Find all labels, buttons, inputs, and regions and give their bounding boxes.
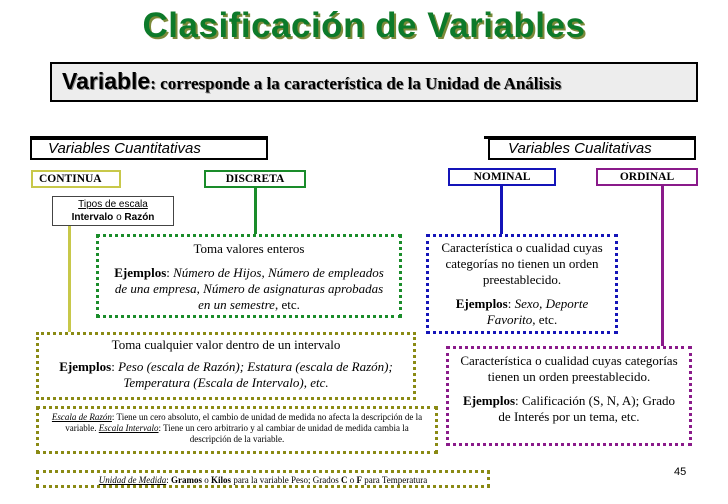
definition-word: Variable: [62, 68, 151, 94]
units-gramos: Gramos: [171, 475, 203, 485]
definition-box: [50, 62, 698, 102]
units-o2: o: [349, 475, 355, 485]
discreta-examples-text: Número de Hijos, Número de empleados de una empresa, Número de asignaturas aprobadas en un semestre: [114, 265, 384, 312]
scale-ratio: Razón: [124, 212, 155, 223]
units-label: Unidad de Medida: [98, 475, 167, 485]
razon-label: Escala de Razón: [51, 412, 112, 422]
nominal-line: [500, 186, 503, 236]
discreta-line: [254, 188, 257, 236]
page-title: Clasificación de Variables: [142, 6, 586, 45]
nominal-label: NOMINAL: [448, 168, 556, 186]
continua-line: [68, 222, 71, 334]
continua-examples-label: Ejemplos: [59, 359, 112, 374]
units-f: F: [356, 475, 363, 485]
scale-or: o: [116, 212, 122, 223]
continua-examples-text: Peso (escala de Razón); Estatura (escala de Razón); Temperatura (Escala de Intervalo), etc.: [118, 359, 393, 390]
units-end: para Temperatura: [364, 475, 428, 485]
ordinal-label: ORDINAL: [596, 168, 698, 186]
discreta-label: DISCRETA: [204, 170, 306, 188]
nominal-examples-tail: , etc.: [532, 312, 558, 327]
scales-box: [52, 196, 174, 226]
nominal-examples-text: Sexo, Deporte Favorito: [486, 296, 589, 327]
ordinal-desc: Característica o cualidad cuyas categorías tienen un orden preestablecido.: [460, 353, 678, 384]
quantitative-title: Variables Cuantitativas: [30, 138, 268, 160]
units-note-box: [36, 470, 490, 488]
units-o1: o: [204, 475, 209, 485]
nominal-desc: Característica o cualidad cuyas categorías no tienen un orden preestablecido.: [441, 240, 603, 287]
ordinal-line: [661, 186, 664, 348]
ordinal-box: [446, 346, 692, 446]
razon-text: : Tiene un cero absoluto, el cambio de unidad de medida no afecta la descripción de la variable.: [65, 412, 423, 433]
scales-note-box: [36, 406, 438, 454]
intervalo-label: Escala Intervalo: [98, 423, 159, 433]
discreta-box: Toma valores enteros Ejemplos: Número de Hijos, Número de empleados de una empresa, Número de asignaturas aprobadas en un semestre, etc.: [96, 234, 402, 318]
discreta-desc: Toma valores enteros: [193, 241, 305, 256]
discreta-examples-tail: , etc.: [274, 297, 300, 312]
units-sep: :: [166, 475, 169, 485]
continua-box: Toma cualquier valor dentro de un intervalo Ejemplos: Peso (escala de Razón); Estatura (escala de Razón); Temperatura (Escala de Intervalo), etc.: [36, 332, 416, 400]
qualitative-title: Variables Cualitativas: [488, 138, 696, 160]
continua-label: CONTINUA: [31, 170, 121, 188]
units-mid: para la variable Peso; Grados: [233, 475, 339, 485]
intervalo-text: : Tiene un cero arbitrario y al cambiar de unidad de medida cambia la descripción de la variable.: [158, 423, 409, 444]
page-number: 45: [674, 466, 687, 478]
nominal-box: Característica o cualidad cuyas categorías no tienen un orden preestablecido. Ejemplos: Sexo, Deporte Favorito, etc.: [426, 234, 618, 334]
definition-text: : corresponde a la característica de la Unidad de Análisis: [150, 74, 562, 93]
scales-label: Tipos de escala: [78, 199, 148, 210]
ordinal-examples-text: : Calificación (S, N, A); Grado de Interés por un tema, etc.: [498, 393, 675, 424]
ordinal-examples-label: Ejemplos: [463, 393, 516, 408]
units-kilos: Kilos: [211, 475, 232, 485]
scale-interval: Intervalo: [71, 212, 114, 223]
continua-desc: Toma cualquier valor dentro de un intervalo: [111, 337, 341, 352]
units-c: C: [341, 475, 348, 485]
nominal-examples-label: Ejemplos: [455, 296, 508, 311]
discreta-examples-label: Ejemplos: [114, 265, 167, 280]
